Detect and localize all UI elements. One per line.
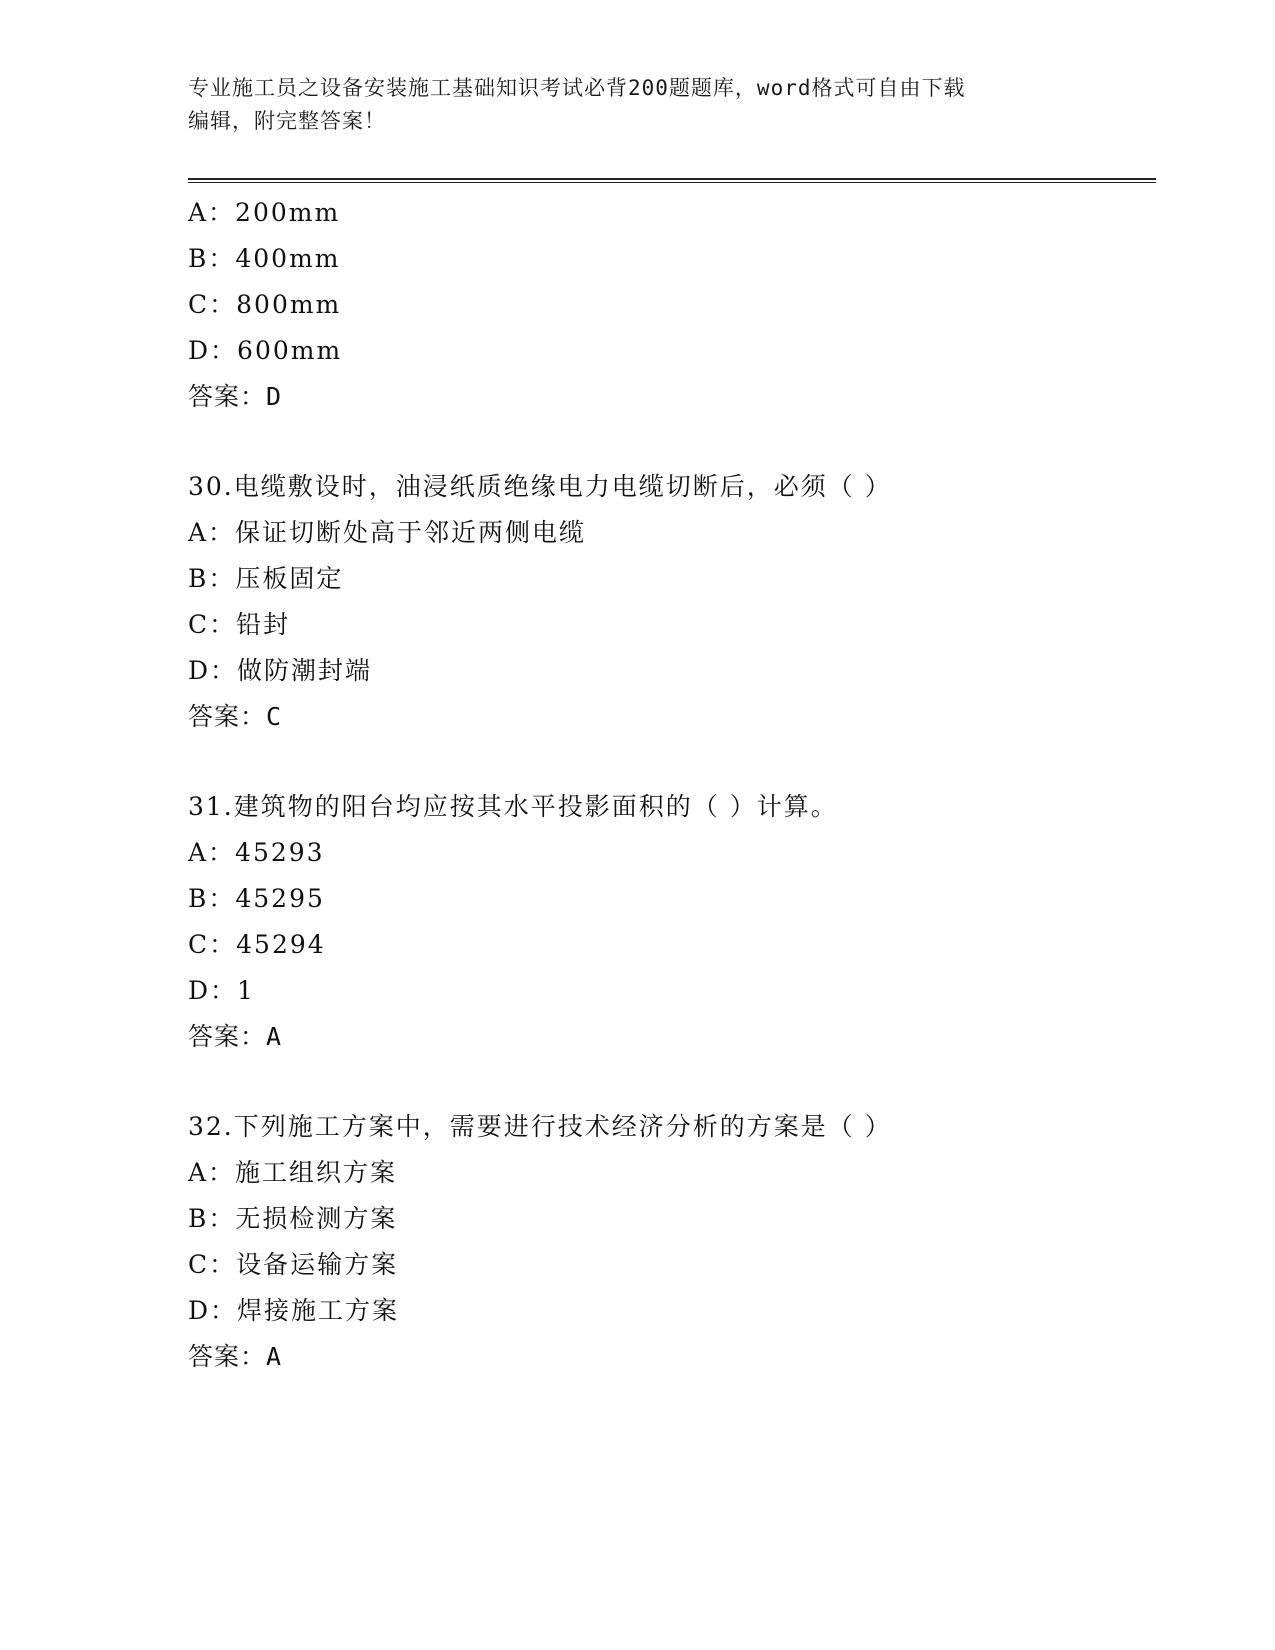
question-content (188, 190, 1148, 1380)
answer-line: 答案：A (188, 1342, 283, 1371)
question-block-31 (188, 784, 1148, 1060)
answer-line: 答案：A (188, 1022, 283, 1051)
spacer (188, 1060, 1148, 1104)
question-stem: 31.建筑物的阳台均应按其水平投影面积的（ ）计算。 (188, 792, 838, 821)
option-b: B：无损检测方案 (188, 1204, 398, 1233)
answer-line: 答案：C (188, 702, 283, 731)
option-a: A：施工组织方案 (188, 1158, 398, 1187)
option-d: D：1 (188, 976, 255, 1005)
spacer (188, 420, 1148, 464)
option-b: B：压板固定 (188, 564, 344, 593)
header-title-line-2: 编辑，附完整答案！ (188, 109, 386, 133)
option-d: D：做防潮封端 (188, 656, 373, 685)
header-divider-thick (188, 178, 1156, 180)
option-d: D：焊接施工方案 (188, 1296, 400, 1325)
question-stem: 30.电缆敷设时，油浸纸质绝缘电力电缆切断后，必须（ ） (188, 472, 892, 501)
question-block-32 (188, 1104, 1148, 1380)
question-block-29 (188, 190, 1148, 420)
option-b: B：45295 (188, 884, 325, 913)
option-c: C：铅封 (188, 610, 291, 639)
option-a: A：45293 (188, 838, 325, 867)
option-b: B：400mm (188, 244, 341, 273)
header-divider-thin (188, 182, 1156, 183)
answer-line: 答案：D (188, 382, 283, 411)
question-block-30 (188, 464, 1148, 740)
page-header (188, 72, 1088, 138)
spacer (188, 740, 1148, 784)
option-a: A：200mm (188, 198, 341, 227)
option-c: C：设备运输方案 (188, 1250, 399, 1279)
option-c: C：800mm (188, 290, 342, 319)
question-stem: 32.下列施工方案中，需要进行技术经济分析的方案是（ ） (188, 1112, 892, 1141)
header-title-line-1: 专业施工员之设备安装施工基础知识考试必背200题题库，word格式可自由下载 (188, 76, 966, 100)
option-d: D：600mm (188, 336, 343, 365)
option-c: C：45294 (188, 930, 326, 959)
option-a: A：保证切断处高于邻近两侧电缆 (188, 518, 587, 547)
